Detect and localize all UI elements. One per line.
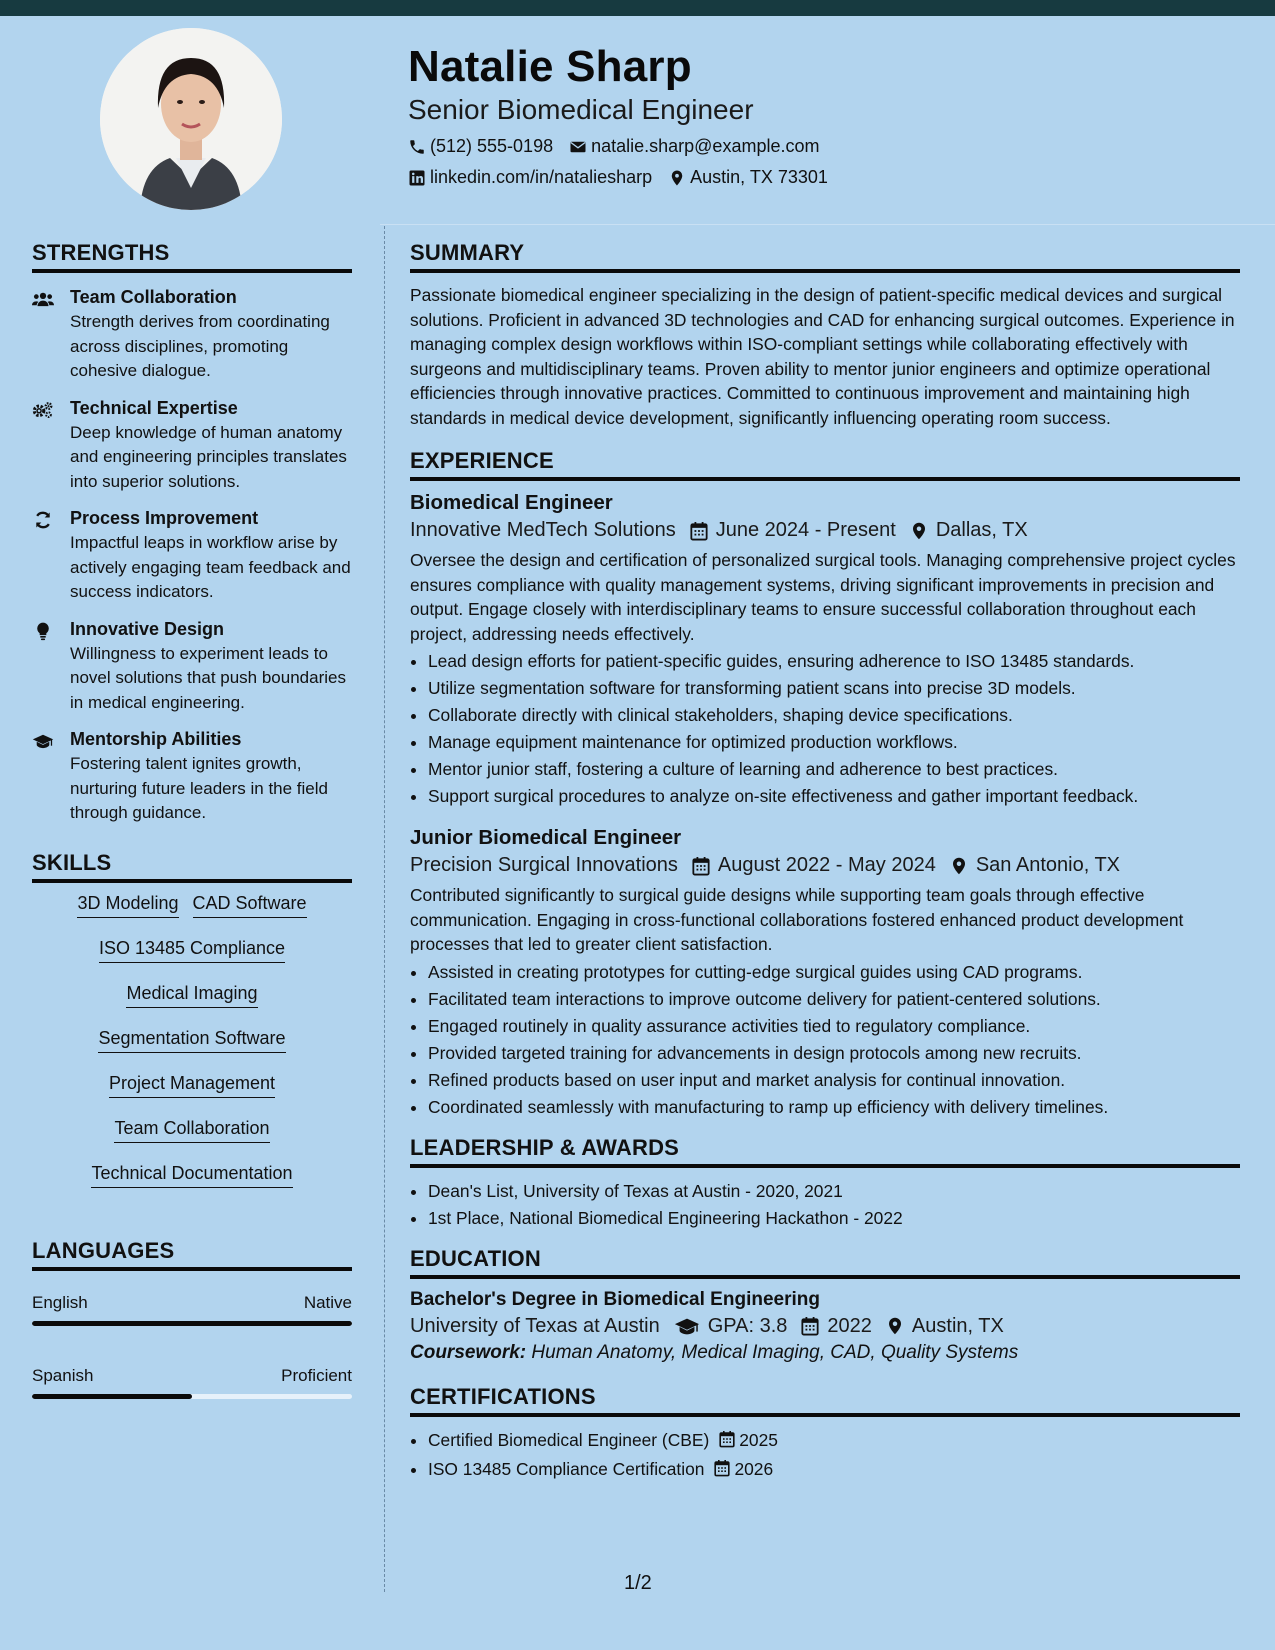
bullet-item: • Assisted in creating prototypes for cutting-edge surgical guides using CAD programs. [428,959,1240,986]
job-location: Dallas, TX [935,519,1028,541]
job-meta [410,519,1240,542]
top-bar [0,0,1275,16]
bullet-item: • Collaborate directly with clinical stakeholders, shaping device specifications. [428,702,1240,729]
map-pin-icon [886,1316,904,1336]
skill-tag: Team Collaboration [114,1118,269,1143]
language-bar [32,1321,352,1326]
job-entry [410,826,1240,1121]
bullet-item: • Refined products based on user input and market analysis for continual innovation. [428,1067,1240,1094]
award-item: • Dean's List, University of Texas at Austin - 2020, 2021 [428,1178,1240,1205]
job-dates: August 2022 - May 2024 [717,854,936,876]
header-divider [380,224,1275,225]
bullet-item: • Mentor junior staff, fostering a culture of learning and adherence to best practices. [428,756,1240,783]
phone-text: (512) 555-0198 [430,136,554,156]
strength-item [32,287,352,384]
gears-icon [32,400,54,420]
bullet-item: • Provided targeted training for advancements in design protocols among new recruits. [428,1040,1240,1067]
skill-tag: 3D Modeling [77,893,178,918]
strength-title: Technical Expertise [70,397,238,418]
contact-row-1 [408,136,835,157]
awards-heading: LEADERSHIP & AWARDS [410,1135,1240,1168]
strength-item [32,398,352,495]
linkedin-contact[interactable] [408,167,652,188]
skill-tag: Technical Documentation [91,1163,292,1188]
certification-item [428,1427,1240,1456]
education-meta [410,1315,1240,1338]
language-bar [32,1394,352,1399]
certification-year: 2026 [734,1458,774,1479]
strength-desc: Fostering talent ignites growth, nurturing future leaders in the field through guidance. [70,754,328,822]
language-name: Spanish [32,1365,94,1385]
location-contact [668,167,828,188]
skill-tag: ISO 13485 Compliance [99,938,285,963]
map-pin-icon [668,169,686,187]
strength-title: Process Improvement [70,508,259,528]
strength-item [32,508,352,605]
education-coursework [410,1342,1240,1364]
linkedin-text: linkedin.com/in/nataliesharp [430,167,653,187]
bullet-item: • Engaged routinely in quality assurance activities tied to regulatory compliance. [428,1013,1240,1040]
sync-icon [32,510,54,530]
language-bar-fill [32,1394,192,1399]
job-dates: June 2024 - Present [715,519,896,541]
skill-tag: Segmentation Software [98,1028,285,1053]
skills-list [32,893,352,1208]
candidate-name: Natalie Sharp [408,42,692,91]
bullet-item: • Lead design efforts for patient-specific guides, ensuring adherence to ISO 13485 standards. [428,648,1240,675]
strength-desc: Willingness to experiment leads to novel solutions that push boundaries in medical engineering. [70,643,346,712]
education-location: Austin, TX [911,1314,1004,1337]
phone-icon [408,138,426,156]
job-company: Precision Surgical Innovations [410,854,678,876]
certification-name: ISO 13485 Compliance Certification [428,1458,705,1479]
calendar-icon [692,856,710,876]
certification-year: 2025 [739,1429,778,1450]
strength-item [32,729,352,826]
job-role: Junior Biomedical Engineer [410,826,682,849]
calendar-icon [719,1430,735,1448]
education-school: University of Texas at Austin [410,1314,660,1337]
job-entry [410,491,1240,810]
calendar-icon [690,521,708,541]
strength-desc: Deep knowledge of human anatomy and engineering principles translates into superior solutions. [70,422,347,491]
certification-name: Certified Biomedical Engineer (CBE) [428,1429,710,1450]
job-description: Contributed significantly to surgical guide designs while supporting team goals through effective communication. Engaging in cross-functional collaborations fostered enhanced product development processes that led to greater client satisfaction. [410,885,1184,954]
bullet-item: • Facilitated team interactions to improve outcome delivery for patient-centered solutions. [428,986,1240,1013]
right-column [410,240,1240,1485]
bullet-item: • Coordinated seamlessly with manufacturing to ramp up efficiency with delivery timelines. [428,1094,1240,1121]
coursework-text: Human Anatomy, Medical Imaging, CAD, Quality Systems [531,1341,1019,1363]
skill-tag: CAD Software [193,893,307,918]
graduation-cap-icon [32,731,54,751]
left-column [32,240,352,1411]
certifications-heading: CERTIFICATIONS [410,1384,1240,1417]
strength-title: Innovative Design [70,618,225,639]
strength-desc: Strength derives from coordinating across disciplines, promoting cohesive dialogue. [70,312,330,380]
users-icon [32,289,54,309]
linkedin-icon [408,169,426,187]
map-pin-icon [910,521,928,541]
strength-title: Mentorship Abilities [70,729,242,749]
location-text: Austin, TX 73301 [690,167,828,187]
strength-title: Team Collaboration [70,287,237,307]
map-pin-icon [950,856,968,876]
envelope-icon [569,138,587,156]
lightbulb-icon [32,621,54,641]
job-company: Innovative MedTech Solutions [410,519,676,541]
job-location: San Antonio, TX [975,854,1121,876]
coursework-label: Coursework: [410,1341,527,1363]
column-divider [384,226,385,1592]
language-level: Native [303,1292,352,1312]
skills-heading: SKILLS [32,850,352,883]
education-year: 2022 [827,1314,872,1337]
calendar-icon [801,1316,819,1336]
job-title: Senior Biomedical Engineer [408,94,754,125]
skill-tag: Project Management [109,1073,275,1098]
bullet-item: • Support surgical procedures to analyze on-site effectiveness and gather important feedback. [428,783,1240,810]
language-item [32,1293,352,1326]
job-description: Oversee the design and certification of personalized surgical tools. Managing comprehensive project cycles ensures compliance with quality management systems, driving significant improvements in precision and output. Engage closely with interdisciplinary teams to ensure successful collaboration throughout each project, addressing needs effectively. [410,550,1236,644]
contact-row-2 [408,167,844,188]
phone-contact[interactable] [408,136,553,157]
language-name: English [32,1292,88,1312]
graduation-cap-icon [674,1316,700,1336]
language-bar-fill [32,1321,352,1326]
job-bullets [410,959,1240,1121]
strengths-heading: STRENGTHS [32,240,352,273]
strength-item [32,619,352,716]
email-text: natalie.sharp@example.com [591,136,820,156]
certifications-list [410,1427,1240,1485]
strengths-list [32,287,352,826]
education-gpa: GPA: 3.8 [707,1314,788,1337]
skill-tag: Medical Imaging [126,983,257,1008]
languages-heading: LANGUAGES [32,1238,352,1271]
job-role: Biomedical Engineer [410,491,613,514]
strength-desc: Impactful leaps in workflow arise by actively engaging team feedback and success indicators. [70,533,351,601]
award-item: • 1st Place, National Biomedical Engineering Hackathon - 2022 [428,1205,1240,1232]
job-meta [410,854,1240,877]
profile-photo [100,28,282,210]
job-bullets [410,648,1240,810]
calendar-icon [714,1459,730,1477]
email-contact[interactable] [569,136,819,157]
awards-list [410,1178,1240,1232]
summary-text: Passionate biomedical engineer specializing in the design of patient-specific medical devices and surgical solutions. Proficient in advanced 3D technologies and CAD for enhancing surgical outcomes. Experience in managing complex design workflows within ISO-compliant settings while collaborating effectively with surgeons and multidisciplinary teams. Proven ability to mentor junior engineers and optimize operational efficiencies through innovative practices. Committed to continuous improvement and maintaining high standards in medical device development, significantly influencing operating room success. [410,285,1235,428]
experience-heading: EXPERIENCE [410,448,1240,481]
page-number: 1/2 [624,1572,652,1594]
bullet-item: • Utilize segmentation software for transforming patient scans into precise 3D models. [428,675,1240,702]
language-item [32,1366,352,1399]
education-degree: Bachelor's Degree in Biomedical Engineering [410,1288,820,1310]
bullet-item: • Manage equipment maintenance for optimized production workflows. [428,729,1240,756]
summary-heading: SUMMARY [410,240,1240,273]
language-level: Proficient [281,1365,352,1385]
education-heading: EDUCATION [410,1246,1240,1279]
certification-item [428,1456,1240,1485]
